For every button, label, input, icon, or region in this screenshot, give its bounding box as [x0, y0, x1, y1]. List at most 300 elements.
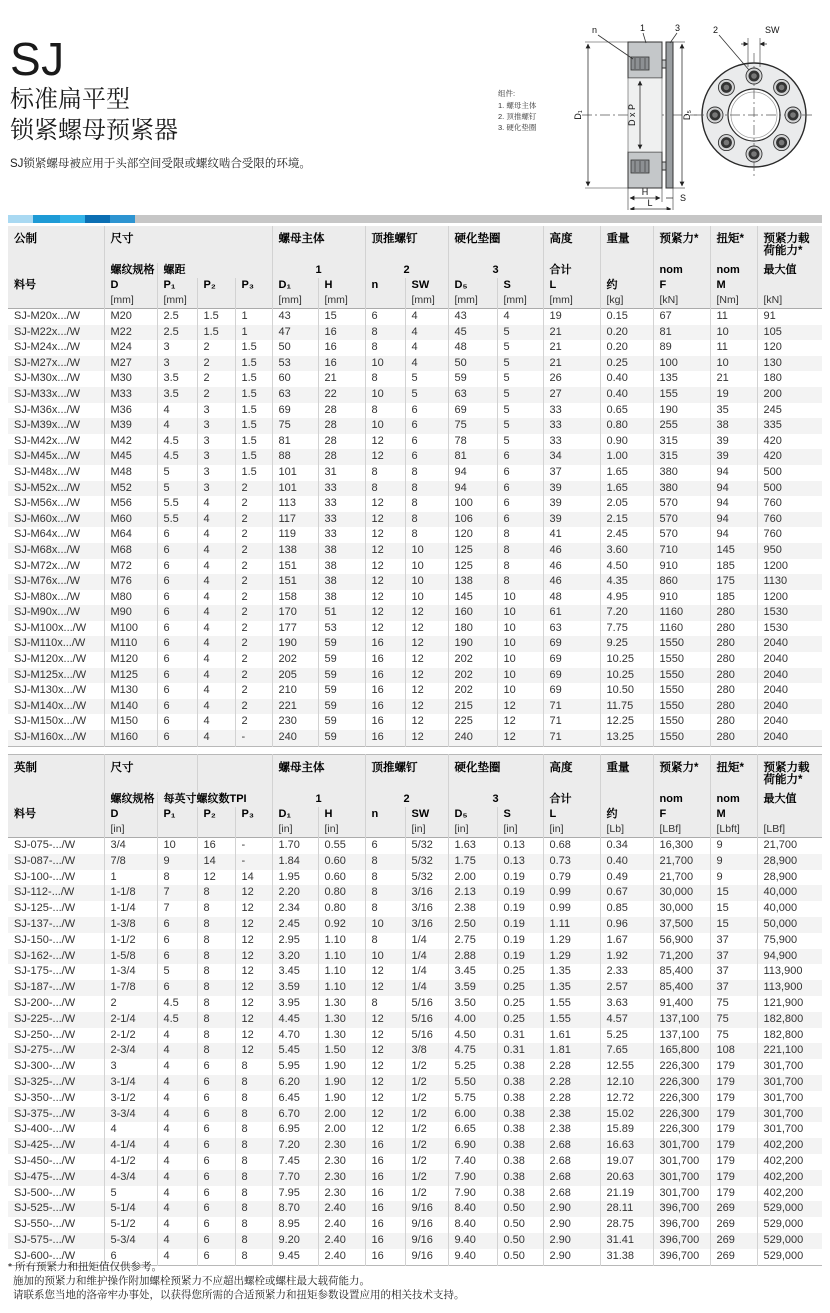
- table-row: [8, 699, 822, 715]
- value-cell: 16: [365, 1186, 405, 1202]
- value-cell: 0.40: [600, 371, 653, 387]
- value-cell: 2.90: [543, 1249, 600, 1265]
- value-cell: 3.50: [448, 996, 497, 1012]
- value-cell: 8.70: [272, 1201, 318, 1217]
- value-cell: 0.99: [543, 901, 600, 917]
- value-cell: 39: [710, 449, 757, 465]
- value-cell: 315: [653, 449, 710, 465]
- value-cell: 0.49: [600, 870, 653, 886]
- value-cell: 108: [710, 1043, 757, 1059]
- value-cell: 15: [710, 917, 757, 933]
- value-cell: 113: [272, 496, 318, 512]
- group-torque: 扭矩*: [710, 755, 757, 793]
- value-cell: 0.38: [497, 1091, 543, 1107]
- value-cell: 5/16: [405, 1012, 448, 1028]
- value-cell: 2.45: [600, 527, 653, 543]
- value-cell: 1530: [757, 605, 822, 621]
- value-cell: 9.40: [448, 1233, 497, 1249]
- value-cell: 2040: [757, 636, 822, 652]
- value-cell: 28: [318, 434, 365, 450]
- value-cell: M80: [104, 590, 157, 606]
- table-row: [8, 340, 822, 356]
- value-cell: 48: [448, 340, 497, 356]
- component-ref-1: 1: [272, 263, 365, 278]
- value-cell: 6.95: [272, 1122, 318, 1138]
- value-cell: 39: [710, 434, 757, 450]
- value-cell: 8: [365, 371, 405, 387]
- value-cell: 4: [197, 512, 235, 528]
- value-cell: 41: [543, 527, 600, 543]
- value-cell: 6: [197, 1249, 235, 1265]
- part-number-cell: SJ-425-.../W: [14, 1139, 76, 1152]
- system-label: 公制: [8, 226, 104, 263]
- value-cell: 21: [543, 356, 600, 372]
- value-cell: 202: [448, 668, 497, 684]
- value-cell: 200: [757, 387, 822, 403]
- value-cell: 12: [235, 917, 272, 933]
- value-cell: 3.5: [157, 371, 197, 387]
- part-number-cell: SJ-075-.../W: [14, 839, 76, 851]
- value-cell: 10: [365, 418, 405, 434]
- unit: [mm]: [272, 293, 318, 309]
- part-number-cell: SJ-M27x.../W: [14, 356, 81, 369]
- value-cell: 2.5: [157, 325, 197, 341]
- dim-label-sw: SW: [765, 25, 780, 35]
- value-cell: 4: [197, 605, 235, 621]
- sub-nom: nom: [653, 792, 710, 807]
- value-cell: 221: [272, 699, 318, 715]
- cross-section-view: [573, 23, 697, 210]
- value-cell: 4-1/2: [104, 1154, 157, 1170]
- value-cell: 6: [197, 1138, 235, 1154]
- value-cell: M36: [104, 403, 157, 419]
- value-cell: 0.40: [600, 387, 653, 403]
- value-cell: 59: [318, 699, 365, 715]
- value-cell: 1/2: [405, 1107, 448, 1123]
- part-number-cell: SJ-162-.../W: [14, 949, 76, 962]
- value-cell: 529,000: [757, 1249, 822, 1265]
- value-cell: 53: [318, 621, 365, 637]
- value-cell: 8: [197, 1043, 235, 1059]
- value-cell: 1.5: [197, 325, 235, 341]
- value-cell: 2040: [757, 699, 822, 715]
- value-cell: 180: [448, 621, 497, 637]
- value-cell: 37: [543, 465, 600, 481]
- value-cell: 75: [710, 996, 757, 1012]
- value-cell: 1/2: [405, 1091, 448, 1107]
- value-cell: 9/16: [405, 1249, 448, 1265]
- value-cell: 0.80: [600, 418, 653, 434]
- table-row: [8, 309, 822, 325]
- group-nut-body: 螺母主体: [272, 226, 365, 263]
- value-cell: 0.50: [497, 1249, 543, 1265]
- footnote-line: 施加的预紧力和维护操作附加螺栓预紧力不应超出螺栓或螺柱最大载荷能力。: [13, 1275, 370, 1287]
- value-cell: 39: [543, 481, 600, 497]
- value-cell: 2: [197, 340, 235, 356]
- value-cell: 12: [235, 1028, 272, 1044]
- value-cell: 4.70: [272, 1028, 318, 1044]
- table-row: [8, 559, 822, 575]
- value-cell: 2.38: [543, 1122, 600, 1138]
- value-cell: 280: [710, 636, 757, 652]
- table-row: [8, 325, 822, 341]
- value-cell: 179: [710, 1154, 757, 1170]
- value-cell: 8: [235, 1233, 272, 1249]
- value-cell: 8: [235, 1217, 272, 1233]
- value-cell: 402,200: [757, 1138, 822, 1154]
- value-cell: 39: [543, 496, 600, 512]
- value-cell: 5.50: [448, 1075, 497, 1091]
- unit: [mm]: [543, 293, 600, 309]
- value-cell: 10: [497, 590, 543, 606]
- value-cell: 5: [497, 434, 543, 450]
- value-cell: 7.20: [600, 605, 653, 621]
- value-cell: 33: [318, 527, 365, 543]
- value-cell: 0.38: [497, 1170, 543, 1186]
- value-cell: 1/2: [405, 1075, 448, 1091]
- table-row: [8, 356, 822, 372]
- value-cell: 2: [235, 559, 272, 575]
- value-cell: 5-3/4: [104, 1233, 157, 1249]
- col-p2: P₂: [197, 278, 235, 293]
- value-cell: 0.25: [497, 1012, 543, 1028]
- value-cell: M125: [104, 668, 157, 684]
- table-row: [8, 901, 822, 917]
- value-cell: M100: [104, 621, 157, 637]
- value-cell: 14: [197, 854, 235, 870]
- value-cell: 100: [448, 496, 497, 512]
- part-number-cell: SJ-M90x.../W: [14, 606, 81, 619]
- value-cell: 1.30: [318, 1028, 365, 1044]
- value-cell: 7.45: [272, 1154, 318, 1170]
- value-cell: 26: [543, 371, 600, 387]
- value-cell: 8: [365, 481, 405, 497]
- table-row: [8, 496, 822, 512]
- value-cell: 2040: [757, 714, 822, 730]
- table-row: [8, 964, 822, 980]
- table-row: [8, 418, 822, 434]
- value-cell: 1.10: [318, 980, 365, 996]
- value-cell: M140: [104, 699, 157, 715]
- value-cell: 10: [365, 356, 405, 372]
- part-number-cell: SJ-M30x.../W: [14, 372, 81, 385]
- value-cell: 9: [710, 838, 757, 854]
- value-cell: 4.75: [448, 1043, 497, 1059]
- value-cell: 402,200: [757, 1186, 822, 1202]
- value-cell: 0.38: [497, 1186, 543, 1202]
- value-cell: 4: [157, 403, 197, 419]
- value-cell: M48: [104, 465, 157, 481]
- value-cell: 0.90: [600, 434, 653, 450]
- value-cell: 8: [235, 1059, 272, 1075]
- group-hardened-washer: 硬化垫圈: [448, 755, 543, 793]
- col-m: M: [710, 278, 757, 293]
- value-cell: 182,800: [757, 1028, 822, 1044]
- value-cell: 8: [197, 980, 235, 996]
- value-cell: 12: [365, 621, 405, 637]
- value-cell: 0.60: [318, 870, 365, 886]
- value-cell: 5: [497, 371, 543, 387]
- value-cell: 19.07: [600, 1154, 653, 1170]
- value-cell: 71,200: [653, 949, 710, 965]
- part-number-cell: SJ-175-.../W: [14, 965, 76, 978]
- value-cell: M120: [104, 652, 157, 668]
- value-cell: 402,200: [757, 1170, 822, 1186]
- callout-n: n: [592, 25, 598, 35]
- value-cell: 33: [318, 512, 365, 528]
- col-p1: P₁: [157, 278, 197, 293]
- value-cell: 0.73: [543, 854, 600, 870]
- value-cell: 12: [365, 512, 405, 528]
- value-cell: 12: [365, 527, 405, 543]
- value-cell: 0.60: [318, 854, 365, 870]
- part-number-cell: SJ-525-.../W: [14, 1202, 76, 1215]
- value-cell: 16: [365, 1249, 405, 1265]
- value-cell: 4: [197, 699, 235, 715]
- table-row: [8, 590, 822, 606]
- value-cell: 16: [365, 699, 405, 715]
- table-row: [8, 949, 822, 965]
- value-cell: 94: [710, 465, 757, 481]
- value-cell: 570: [653, 496, 710, 512]
- value-cell: M130: [104, 683, 157, 699]
- table-row: [8, 1217, 822, 1233]
- value-cell: M27: [104, 356, 157, 372]
- value-cell: 1550: [653, 699, 710, 715]
- col-d1: D₁: [272, 807, 318, 822]
- value-cell: 4: [157, 1233, 197, 1249]
- value-cell: 2: [235, 590, 272, 606]
- value-cell: M90: [104, 605, 157, 621]
- value-cell: 8: [197, 933, 235, 949]
- table-row: [8, 434, 822, 450]
- value-cell: 0.13: [497, 838, 543, 854]
- value-cell: 269: [710, 1217, 757, 1233]
- sub-max: 最大值: [757, 263, 822, 278]
- value-cell: 5.5: [157, 512, 197, 528]
- value-cell: 10: [157, 838, 197, 854]
- value-cell: 8: [235, 1186, 272, 1202]
- value-cell: M39: [104, 418, 157, 434]
- value-cell: 4.5: [157, 449, 197, 465]
- value-cell: 11.75: [600, 699, 653, 715]
- value-cell: 59: [318, 636, 365, 652]
- components-legend: [498, 88, 537, 132]
- value-cell: 10: [497, 605, 543, 621]
- value-cell: 15: [710, 901, 757, 917]
- value-cell: 12: [405, 683, 448, 699]
- value-cell: 125: [448, 543, 497, 559]
- table-row: [8, 1233, 822, 1249]
- value-cell: 10: [497, 636, 543, 652]
- group-capacity: 预紧力载荷能力*: [757, 226, 822, 263]
- value-cell: M30: [104, 371, 157, 387]
- value-cell: 710: [653, 543, 710, 559]
- value-cell: 0.92: [318, 917, 365, 933]
- value-cell: 11: [710, 309, 757, 325]
- value-cell: 4: [157, 1107, 197, 1123]
- value-cell: 21: [543, 325, 600, 341]
- value-cell: 2.30: [318, 1138, 365, 1154]
- value-cell: 4: [157, 418, 197, 434]
- value-cell: 190: [448, 636, 497, 652]
- value-cell: 4: [157, 1249, 197, 1265]
- value-cell: 5: [157, 964, 197, 980]
- col-sw: SW: [405, 807, 448, 822]
- value-cell: 75,900: [757, 933, 822, 949]
- table-row: [8, 1091, 822, 1107]
- product-description: SJ锁紧螺母被应用于头部空间受限或螺纹啮合受限的环境。: [10, 158, 311, 170]
- value-cell: 2: [235, 652, 272, 668]
- value-cell: 301,700: [653, 1138, 710, 1154]
- group-dimensions: 尺寸: [104, 226, 272, 263]
- value-cell: 4.57: [600, 1012, 653, 1028]
- value-cell: 1.70: [272, 838, 318, 854]
- value-cell: 2: [197, 356, 235, 372]
- value-cell: 3.20: [272, 949, 318, 965]
- value-cell: 28,900: [757, 870, 822, 886]
- value-cell: 221,100: [757, 1043, 822, 1059]
- table-row: [8, 730, 822, 746]
- value-cell: 4: [157, 1138, 197, 1154]
- value-cell: 2.45: [272, 917, 318, 933]
- value-cell: 280: [710, 714, 757, 730]
- value-cell: 202: [448, 652, 497, 668]
- part-number-cell: SJ-M24x.../W: [14, 341, 81, 354]
- value-cell: 10.50: [600, 683, 653, 699]
- value-cell: 12: [235, 1043, 272, 1059]
- component-ref-1: 1: [272, 792, 365, 807]
- value-cell: 1200: [757, 559, 822, 575]
- value-cell: 6: [197, 1091, 235, 1107]
- part-number-cell: SJ-M33x.../W: [14, 387, 81, 400]
- component-ref-2: 2: [365, 263, 448, 278]
- value-cell: 6: [157, 543, 197, 559]
- table-row: [8, 574, 822, 590]
- value-cell: 37: [710, 964, 757, 980]
- part-number-cell: SJ-087-.../W: [14, 854, 76, 867]
- value-cell: 0.38: [497, 1154, 543, 1170]
- value-cell: 0.25: [600, 356, 653, 372]
- part-number-cell: SJ-M110x.../W: [14, 637, 86, 650]
- value-cell: 117: [272, 512, 318, 528]
- value-cell: 177: [272, 621, 318, 637]
- value-cell: 3-3/4: [104, 1107, 157, 1123]
- value-cell: 20.63: [600, 1170, 653, 1186]
- value-cell: 7.95: [272, 1186, 318, 1202]
- value-cell: 91,400: [653, 996, 710, 1012]
- table-row: [8, 1138, 822, 1154]
- group-preload: 预紧力*: [653, 226, 710, 263]
- value-cell: 43: [272, 309, 318, 325]
- value-cell: M45: [104, 449, 157, 465]
- value-cell: 6: [365, 838, 405, 854]
- value-cell: 4: [197, 668, 235, 684]
- value-cell: 9.40: [448, 1249, 497, 1265]
- value-cell: 8: [197, 996, 235, 1012]
- value-cell: 10: [710, 356, 757, 372]
- value-cell: 8: [235, 1091, 272, 1107]
- value-cell: 160: [448, 605, 497, 621]
- value-cell: 71: [543, 730, 600, 746]
- value-cell: 6: [497, 481, 543, 497]
- value-cell: 16: [365, 1233, 405, 1249]
- value-cell: 2: [235, 636, 272, 652]
- component-ref-3: 3: [448, 792, 543, 807]
- value-cell: 280: [710, 621, 757, 637]
- value-cell: 4: [197, 621, 235, 637]
- value-cell: 3.63: [600, 996, 653, 1012]
- dim-label-d1: D₁: [573, 110, 583, 120]
- value-cell: 0.25: [497, 996, 543, 1012]
- table-row: [8, 1201, 822, 1217]
- value-cell: 3: [157, 356, 197, 372]
- value-cell: 59: [318, 714, 365, 730]
- value-cell: 12: [405, 636, 448, 652]
- value-cell: 37: [710, 933, 757, 949]
- value-cell: 8: [365, 403, 405, 419]
- value-cell: 21: [318, 371, 365, 387]
- value-cell: 10: [365, 387, 405, 403]
- col-f: F: [653, 278, 710, 293]
- value-cell: 2.88: [448, 949, 497, 965]
- value-cell: 7: [157, 901, 197, 917]
- value-cell: 3.5: [157, 387, 197, 403]
- value-cell: 12: [405, 621, 448, 637]
- value-cell: 202: [272, 652, 318, 668]
- value-cell: M60: [104, 512, 157, 528]
- value-cell: 9.20: [272, 1233, 318, 1249]
- value-cell: 45: [448, 325, 497, 341]
- value-cell: 420: [757, 449, 822, 465]
- value-cell: 280: [710, 699, 757, 715]
- value-cell: 11: [710, 340, 757, 356]
- value-cell: 1-7/8: [104, 980, 157, 996]
- value-cell: 12.72: [600, 1091, 653, 1107]
- value-cell: 2.57: [600, 980, 653, 996]
- value-cell: 1.30: [318, 1012, 365, 1028]
- value-cell: 106: [448, 512, 497, 528]
- value-cell: 67: [653, 309, 710, 325]
- part-number-cell: SJ-112-.../W: [14, 886, 75, 899]
- value-cell: 15.02: [600, 1107, 653, 1123]
- value-cell: 1550: [653, 683, 710, 699]
- value-cell: 9: [157, 854, 197, 870]
- value-cell: 39: [543, 512, 600, 528]
- value-cell: 8: [235, 1154, 272, 1170]
- value-cell: 380: [653, 465, 710, 481]
- value-cell: 1.55: [543, 1012, 600, 1028]
- value-cell: 6: [197, 1233, 235, 1249]
- value-cell: 13.25: [600, 730, 653, 746]
- value-cell: 12: [235, 980, 272, 996]
- metric-table: [8, 226, 822, 747]
- value-cell: 71: [543, 714, 600, 730]
- value-cell: M33: [104, 387, 157, 403]
- value-cell: 5: [497, 387, 543, 403]
- value-cell: 5-1/4: [104, 1201, 157, 1217]
- value-cell: 8: [235, 1107, 272, 1123]
- value-cell: 38: [318, 590, 365, 606]
- value-cell: 0.20: [600, 325, 653, 341]
- value-cell: 8: [365, 885, 405, 901]
- value-cell: 6: [197, 1186, 235, 1202]
- value-cell: 0.15: [600, 309, 653, 325]
- value-cell: M76: [104, 574, 157, 590]
- value-cell: 8: [197, 1028, 235, 1044]
- value-cell: 0.13: [497, 854, 543, 870]
- value-cell: 113,900: [757, 980, 822, 996]
